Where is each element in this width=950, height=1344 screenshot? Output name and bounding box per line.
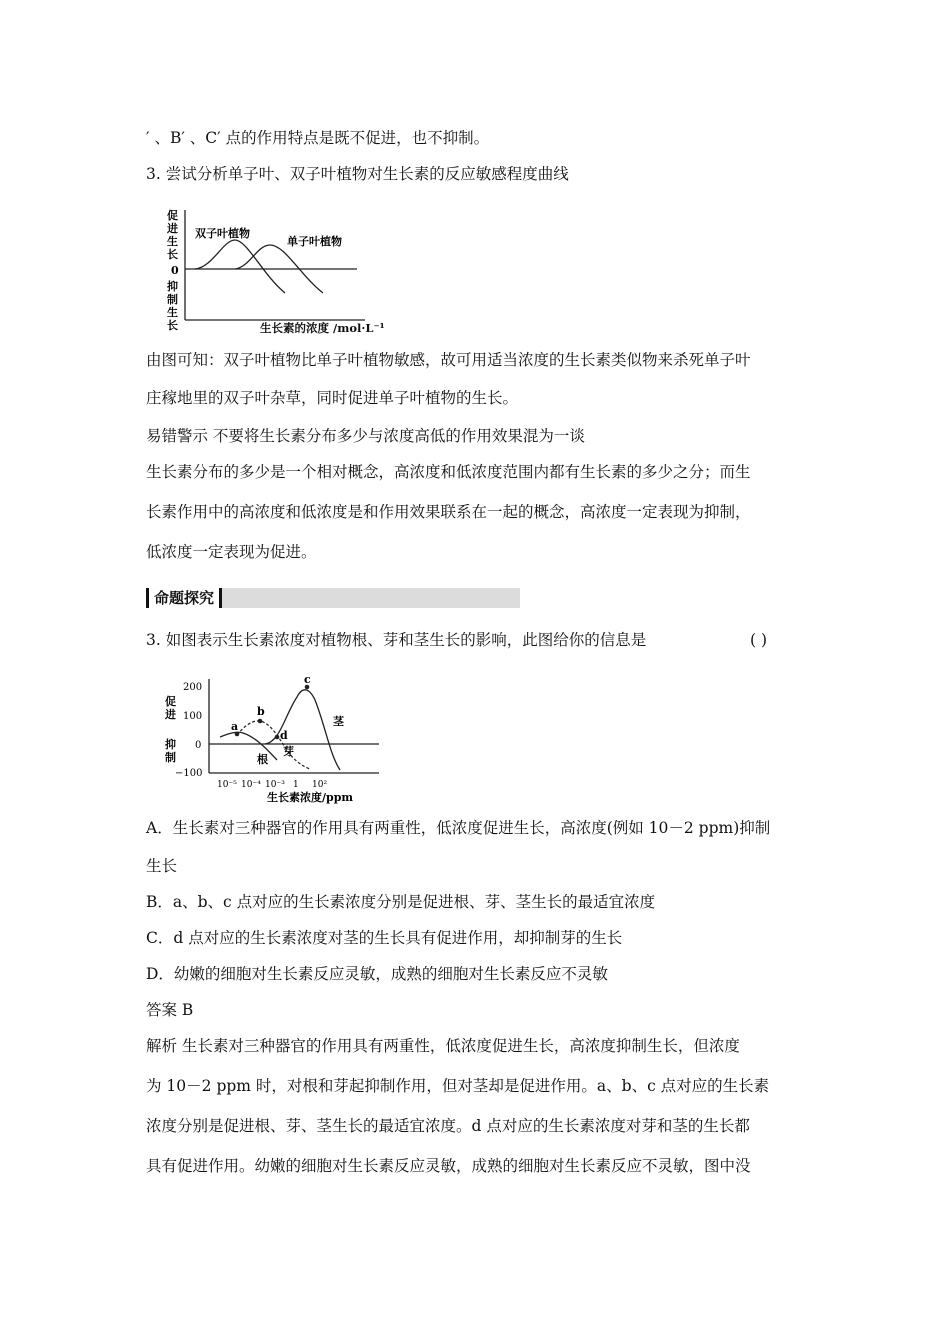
tick-y-100: 100 bbox=[183, 711, 203, 722]
point-d-marker bbox=[275, 735, 280, 740]
figure2-xlabel: 生长素浓度/ppm bbox=[267, 791, 354, 804]
section-title: 命题探究 bbox=[149, 588, 219, 608]
explanation-line: 为 10－2 ppm 时，对根和芽起抑制作用，但对茎却是促进作用。a、b、c 点对应的生长素 bbox=[146, 1077, 770, 1095]
stem-label: 茎 bbox=[333, 715, 344, 728]
point-c-label: c bbox=[304, 675, 311, 686]
warning-heading: 易错警示 不要将生长素分布多少与浓度高低的作用效果混为一谈 bbox=[146, 427, 585, 445]
y-top-label-1: 促 bbox=[165, 695, 176, 708]
tick-x-1e-5: 10⁻⁵ bbox=[217, 780, 237, 790]
option-c: C．d 点对应的生长素浓度对茎的生长具有促进作用，却抑制芽的生长 bbox=[146, 929, 623, 947]
y-top-label-2: 进 bbox=[165, 708, 176, 721]
explanation-line: 浓度分别是促进根、芽、茎生长的最适宜浓度。d 点对应的生长素浓度对芽和茎的生长都 bbox=[146, 1117, 750, 1135]
explanation-line: 具有促进作用。幼嫩的细胞对生长素反应灵敏，成熟的细胞对生长素反应不灵敏，图中没 bbox=[146, 1157, 751, 1175]
text-line: 由图可知：双子叶植物比单子叶植物敏感，故可用适当浓度的生长素类似物来杀死单子叶 bbox=[146, 351, 751, 369]
tick-x-1e2: 10² bbox=[312, 780, 328, 790]
dicot-label: 双子叶植物 bbox=[195, 227, 250, 240]
tick-y-200: 200 bbox=[183, 682, 203, 693]
bud-curve bbox=[237, 721, 310, 769]
question-3: 3. 如图表示生长素浓度对植物根、芽和茎生长的影响，此图给你的信息是 bbox=[146, 631, 647, 649]
point-a-label: a bbox=[231, 720, 239, 733]
point-b-marker bbox=[258, 719, 263, 724]
figure-monocot-dicot bbox=[165, 205, 365, 335]
bud-label: 芽 bbox=[283, 745, 294, 758]
option-a: A．生长素对三种器官的作用具有两重性，低浓度促进生长，高浓度(例如 10－2 ppm)抑制 bbox=[146, 819, 771, 837]
answer: 答案 B bbox=[146, 1001, 194, 1019]
tick-x-1: 1 bbox=[293, 780, 299, 790]
root-curve bbox=[220, 732, 277, 760]
text-line: 低浓度一定表现为促进。 bbox=[146, 543, 317, 561]
y-bottom-label-4: 长 bbox=[167, 319, 178, 332]
option-b: B．a、b、c 点对应的生长素浓度分别是促进根、芽、茎生长的最适宜浓度 bbox=[146, 893, 656, 911]
root-label: 根 bbox=[257, 753, 268, 766]
question-heading: 3. 尝试分析单子叶、双子叶植物对生长素的反应敏感程度曲线 bbox=[146, 165, 569, 183]
y-axis-labels bbox=[166, 208, 179, 332]
y-bottom-label-1: 抑 bbox=[167, 280, 178, 293]
y-zero-label: 0 bbox=[171, 264, 179, 277]
tick-x-1e-4: 10⁻⁴ bbox=[241, 780, 261, 790]
option-a-cont: 生长 bbox=[146, 857, 178, 875]
text-line: 长素作用中的高浓度和低浓度是和作用效果联系在一起的概念，高浓度一定表现为抑制， bbox=[146, 503, 751, 521]
y-bottom-label-1: 抑 bbox=[165, 738, 176, 751]
y-bottom-label-2: 制 bbox=[167, 293, 178, 306]
tick-x-1e-3: 10⁻³ bbox=[265, 780, 285, 790]
point-d-label: d bbox=[280, 729, 288, 742]
text-line: ′ 、B′ 、C′ 点的作用特点是既不促进，也不抑制。 bbox=[146, 129, 490, 147]
option-d: D．幼嫩的细胞对生长素反应灵敏，成熟的细胞对生长素反应不灵敏 bbox=[146, 965, 608, 983]
y-top-label-2: 进 bbox=[167, 222, 178, 235]
dicot-curve bbox=[195, 240, 285, 293]
text-line: 生长素分布的多少是一个相对概念，高浓度和低浓度范围内都有生长素的多少之分；而生 bbox=[146, 463, 751, 481]
stem-curve bbox=[265, 690, 340, 770]
tick-y-neg100: −100 bbox=[175, 768, 203, 779]
section-bar-right bbox=[219, 588, 222, 608]
y-top-label-1: 促 bbox=[167, 209, 178, 222]
section-header bbox=[146, 588, 520, 608]
monocot-label: 单子叶植物 bbox=[287, 235, 342, 248]
text-line: 庄稼地里的双子叶杂草，同时促进单子叶植物的生长。 bbox=[146, 389, 519, 407]
tick-y-0: 0 bbox=[195, 740, 202, 751]
explanation-line: 解析 生长素对三种器官的作用具有两重性，低浓度促进生长，高浓度抑制生长，但浓度 bbox=[146, 1037, 740, 1055]
y-top-label-4: 长 bbox=[167, 248, 178, 261]
y-top-label-3: 生 bbox=[167, 235, 178, 248]
y-bottom-label-3: 生 bbox=[167, 306, 178, 319]
point-b-label: b bbox=[257, 705, 265, 718]
figure1-xlabel: 生长素的浓度 /mol·L⁻¹ bbox=[260, 321, 385, 335]
answer-paren: ( ) bbox=[750, 631, 768, 649]
y-bottom-label-2: 制 bbox=[165, 751, 176, 764]
figure-auxin-organs bbox=[165, 675, 385, 805]
